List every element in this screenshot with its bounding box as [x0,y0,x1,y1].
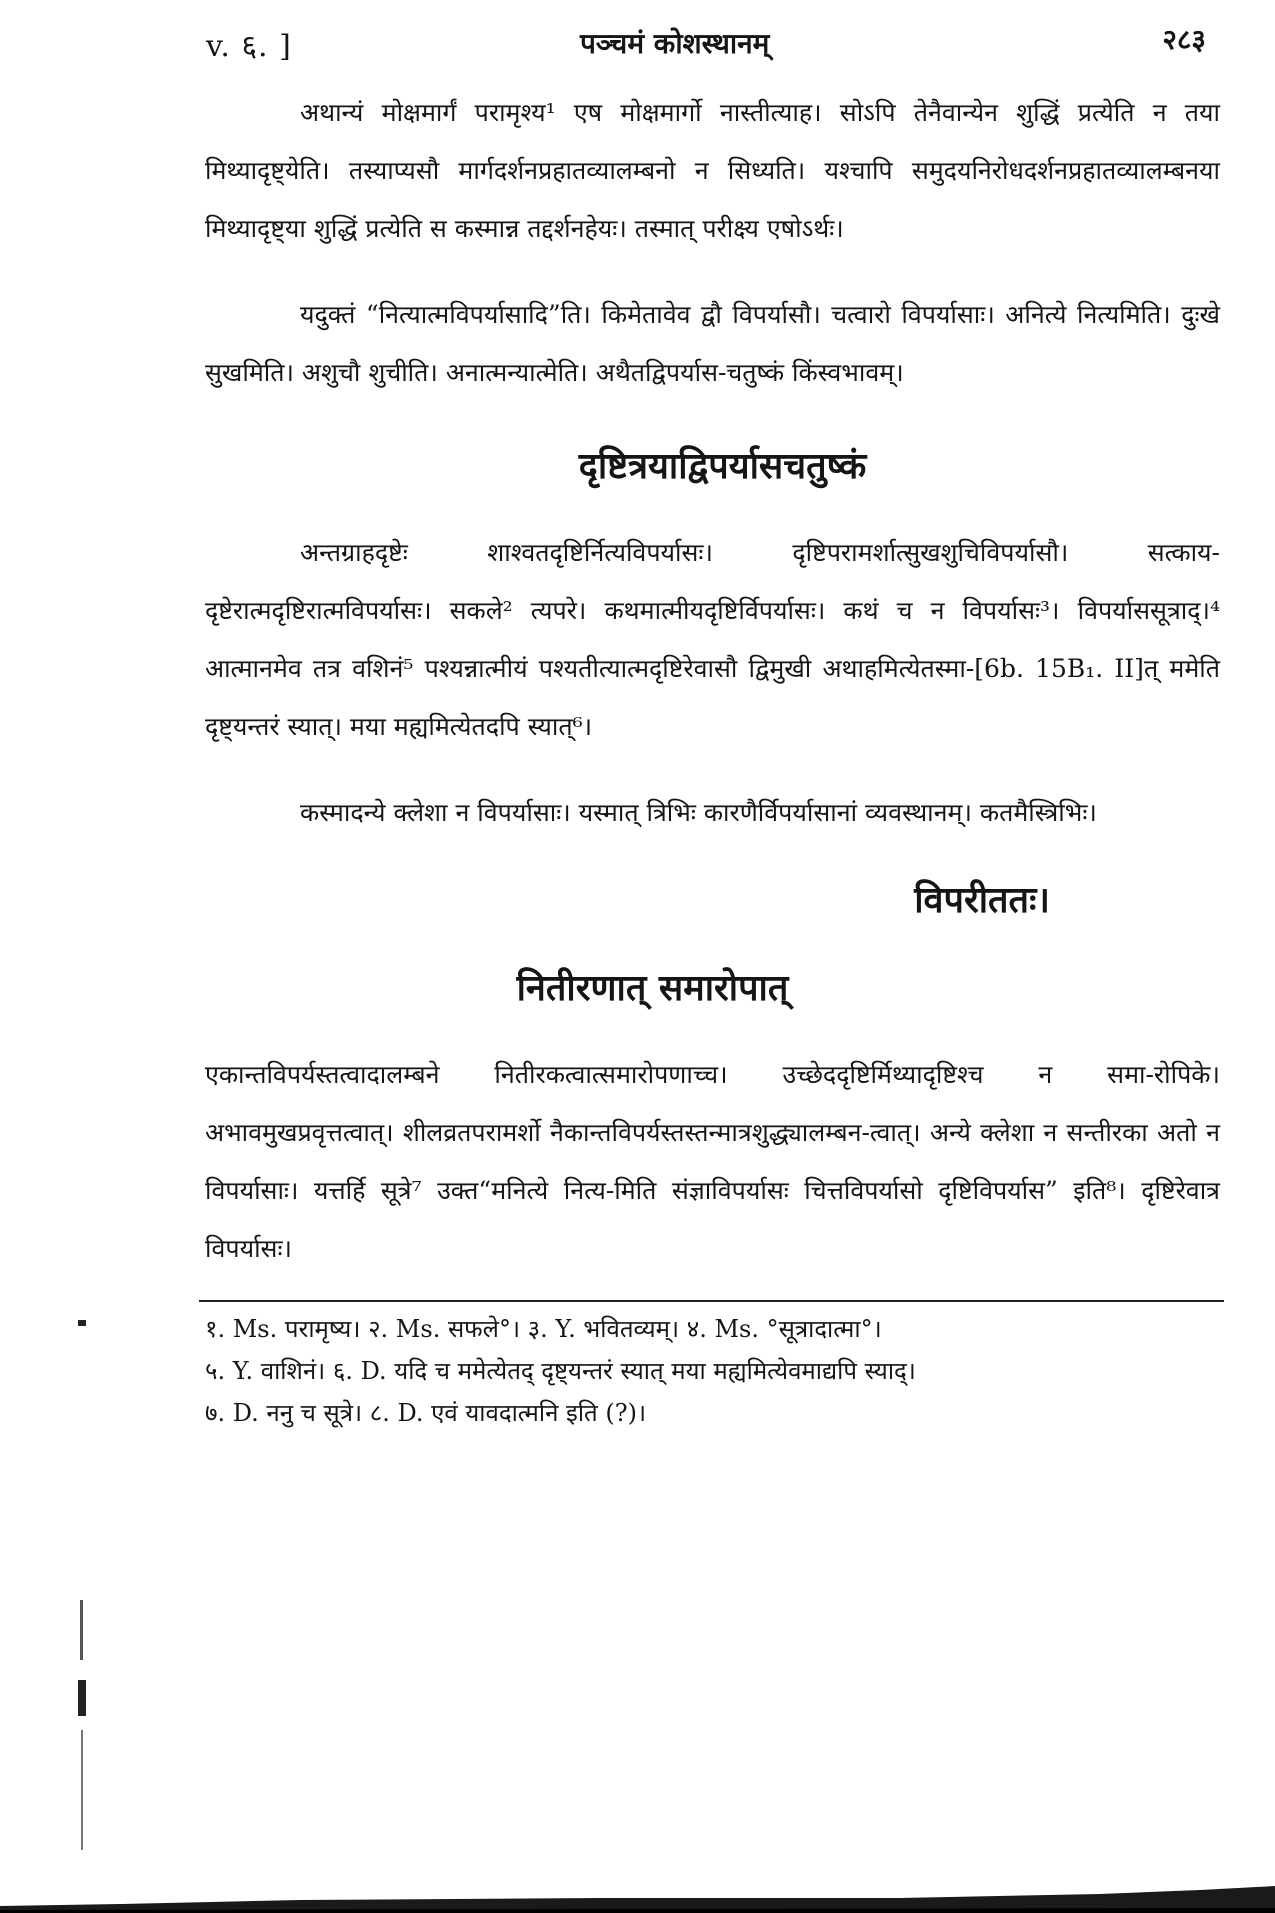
footnote-line: ७. D. ननु च सूत्रे। ८. D. एवं यावदात्मनि इति (?)। [205,1399,647,1427]
paragraph: अन्तग्राहदृष्टेः शाश्वतदृष्टिर्नित्यविपर्यासः। दृष्टिपरामर्शात्सुखशुचिविपर्यासौ। सत्काय-दृष्टेरात्मदृष्टिरात्मविपर्यासः। सकले² त्यपरे। कथमात्मीयदृष्टिर्विपर्यासः। कथं च न विपर्यासः³। विपर्याससूत्राद्।⁴ आत्मानमेव तत्र वशिनं⁵ पश्यन्नात्मीयं पश्यतीत्यात्मदृष्टिरेवासौ द्विमुखी अथाहमित्येतस्मा-[6b. 15B₁. II]त् ममेति दृष्ट्यन्तरं स्यात्। मया मह्यमित्येतदपि स्यात्⁶। [205,538,1220,741]
running-header [200,14,1220,74]
footnote-divider [199,1300,1224,1302]
scan-artifact-mark [81,1730,83,1850]
footnote-line: १. Ms. परामृष्य। २. Ms. सफले°। ३. Y. भवितव्यम्। ४. Ms. °सूत्रादात्मा°। [205,1315,882,1343]
paragraph: एकान्तविपर्यस्तत्वादालम्बने नितीरकत्वात्समारोपणाच्च। उच्छेददृष्टिर्मिथ्यादृष्टिश्च न समा-रोपिके। अभावमुखप्रवृत्तत्वात्। शीलव्रतपरामर्शो नैकान्तविपर्यस्तस्तन्मात्रशुद्ध्यालम्बन-त्वात्। अन्ये क्लेशा न सन्तीरका अतो न विपर्यासाः। यत्तर्हि सूत्रे⁷ उक्त“मनित्ये नित्य-मिति संज्ञाविपर्यासः चित्तविपर्यासो दृष्टिविपर्यास” इति⁸। दृष्टिरेवात्र विपर्यासः। [205,1060,1220,1263]
running-title: पञ्चमं कोशस्थानम् [580,27,770,60]
verse-heading: नितीरणात् समारोपात् [516,967,789,1009]
footnote-line: ५. Y. वाशिनं। ६. D. यदि च ममेत्येतद् दृष्ट्यन्तरं स्यात् मया मह्यमित्येवमाद्यपि स्याद्। [205,1357,916,1385]
footnotes [205,1308,1220,1434]
scan-artifact-mark [78,1680,86,1716]
scan-artifact-mark [80,1600,83,1660]
paragraph: कस्मादन्ये क्लेशा न विपर्यासाः। यस्मात् त्रिभिः कारणैर्विपर्यासानां व्यवस्थानम्। कतमैस्त्रिभिः। [300,798,1097,827]
main-text [205,84,1220,1434]
scan-bottom-edge [0,1886,1275,1913]
verse-heading: विपरीततः। [914,879,1050,921]
scan-artifact-mark [78,1320,86,1326]
paragraph: अथान्यं मोक्षमार्गं परामृश्य¹ एष मोक्षमार्गो नास्तीत्याह। सोऽपि तेनैवान्येन शुद्धिं प्रत्येति न तया मिथ्यादृष्ट्येति। तस्याप्यसौ मार्गदर्शनप्रहातव्यालम्बनो न सिध्यति। यश्चापि समुदयनिरोधदर्शनप्रहातव्यालम्बनया मिथ्यादृष्ट्या शुद्धिं प्रत्येति स कस्मान्न तद्दर्शनहेयः। तस्मात् परीक्ष्य एषोऽर्थः। [205,98,1220,243]
section-heading: दृष्टित्रयाद्विपर्यासचतुष्कं [578,445,867,487]
paragraph: यदुक्तं “नित्यात्मविपर्यासादि”ति। किमेतावेव द्वौ विपर्यासौ। चत्वारो विपर्यासाः। अनित्ये नित्यमिति। दुःखे सुखमिति। अशुचौ शुचीति। अनात्मन्यात्मेति। अथैतद्विपर्यास-चतुष्कं किंस्वभावम्। [205,300,1220,387]
chapter-verse-ref: v. ६. ] [206,29,292,64]
page-number: २८३ [1162,23,1206,56]
